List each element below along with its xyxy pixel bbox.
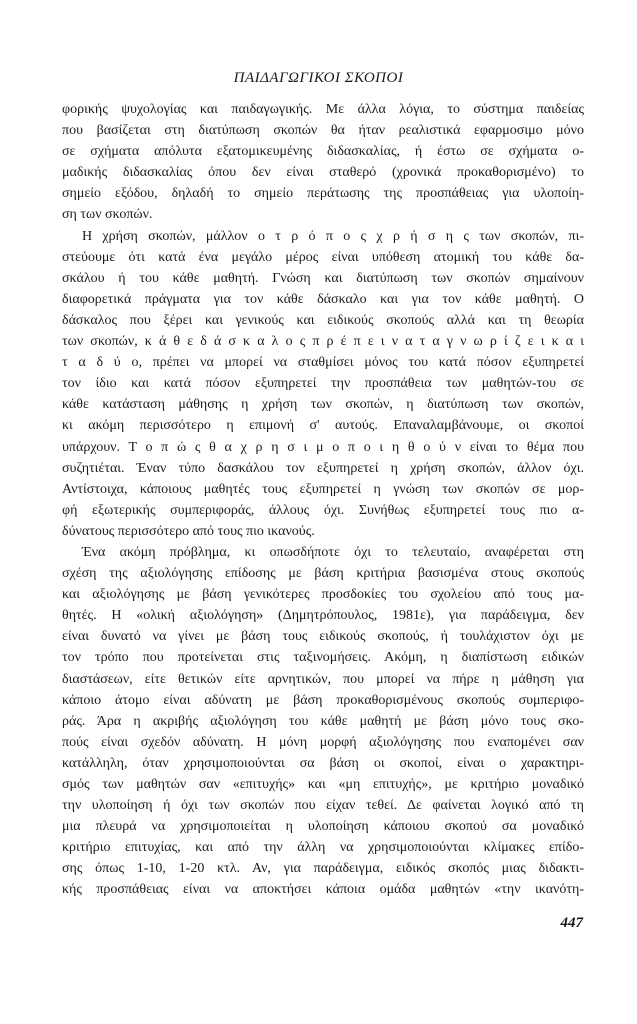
text-line: κι ακόμη περισσότερο η επιμονή σ' αυτούς. Επαναλαμβάνουμε, οι σκοποί bbox=[62, 418, 584, 434]
text-line: Η χρήση σκοπών, μάλλον ο τ ρ ό π ο ς χ ρ ή σ η ς των σκοπών, πι- bbox=[82, 228, 584, 244]
text-line: κατάλληλη, όταν χρησιμοποιούνται σα βάση οι σκοποί, είναι ο χαρακτηρι- bbox=[62, 755, 584, 771]
text-line: θητές. Η «ολική αξιολόγηση» (Δημητρόπουλος, 1981ε), για παράδειγμα, δεν bbox=[62, 608, 584, 624]
text-line: Ένα ακόμη πρόβλημα, κι οπωσδήποτε όχι το τελευταίο, αναφέρεται στη bbox=[82, 544, 584, 560]
text-line: ση των σκοπών. bbox=[62, 207, 153, 223]
text-line: είναι δυνατό να γίνει με βάση τους ειδικούς σκοπούς, ή τουλάχιστον όχι με bbox=[62, 629, 584, 645]
text-line: Αντίστοιχα, κάποιους μαθητές τους εξυπηρετεί η γνώση των σκοπών σε μορ- bbox=[62, 481, 584, 497]
text-line: κάποιο άτομο είναι αδύνατη με βάση προκαθορισμένους σκοπούς συμπεριφο- bbox=[62, 692, 584, 708]
text-line: δάσκαλος που ξέρει και γενικούς και ειδικούς σκοπούς αλλά και τη θεωρία bbox=[62, 312, 584, 328]
text-line: την υλοποίηση ή όχι των σκοπών που είχαν τεθεί. Δε φαίνεται λογικό από τη bbox=[62, 798, 584, 814]
text-line: που βασίζεται στη διατύπωση σκοπών θα ήταν ρεαλιστικά εφαρμοσιμο μόνο bbox=[62, 123, 584, 139]
text-line: σκάλου ή του κάθε μαθητή. Γνώση και διατύπωση των σκοπών σημαίνουν bbox=[62, 270, 584, 286]
text-line: φορικής ψυχολογίας και παιδαγωγικής. Με άλλα λόγια, το σύστημα παιδείας bbox=[62, 102, 584, 117]
text-line: υπάρχουν. Τ ο π ώ ς θ α χ ρ η σ ι μ ο π ο ι η θ ο ύ ν είναι το θέμα που bbox=[62, 439, 584, 455]
text-line: κής προσπάθειας είναι να αποκτήσει κάποια ομάδα μαθητών «την ικανότη- bbox=[62, 882, 584, 898]
text-line: σχέση της αξιολόγησης επίδοσης με βάση κριτήρια βασισμένα στους σκοπούς bbox=[62, 566, 584, 582]
text-line: σε σχήματα απόλυτα εξατομικευμένης διδασκαλίας, ή έστω σε σχήματα ο- bbox=[62, 144, 584, 160]
text-line: διαστάσεων, είτε θετικών είτε αρνητικών, που μπορεί να πήρε η μάθηση για bbox=[62, 671, 584, 687]
text-line: συζητιέται. Έναν τύπο δασκάλου τον εξυπηρετεί η χρήση σκοπών, άλλον όχι. bbox=[62, 460, 584, 476]
text-line: τον τρόπο που προτείνεται στις ταξινομήσεις. Ακόμη, η διαπίστωση ειδικών bbox=[62, 650, 584, 666]
text-line: μια πλευρά να χρησιμοποιείται η υλοποίηση κάποιου σκοπού σα μοναδικό bbox=[62, 819, 584, 835]
body-text bbox=[62, 99, 584, 901]
page-number: 447 bbox=[560, 915, 583, 931]
text-line: σης όπως 1-10, 1-20 κτλ. Αν, για παράδειγμα, ειδικός σκοπός μιας διδακτι- bbox=[62, 861, 584, 877]
text-line: των σκοπών, κ ά θ ε δ ά σ κ α λ ο ς π ρ έ π ε ι ν α τ α γ ν ω ρ ί ζ ε ι κ α ι bbox=[62, 334, 584, 350]
text-line: τ α δ ύ ο, πρέπει να μπορεί να σταθμίσει μόνος του κατά πόσον εξυπηρετεί bbox=[62, 355, 584, 371]
text-line: κριτήριο επιτυχίας, και από την άλλη να χρησιμοποιούνται κλίμακες επίδο- bbox=[62, 840, 584, 856]
text-line: φή εξωτερικής συμπεριφοράς, άλλους όχι. Συνήθως εξυπηρετεί τους πιο α- bbox=[62, 502, 584, 518]
text-line: μαδικής διδασκαλίας όπου δεν είναι σταθερό (χρονικά προκαθορισμένο) το bbox=[62, 165, 584, 181]
text-line: ράς. Άρα η ακριβής αξιολόγηση του κάθε μαθητή με βάση μόνο τους σκο- bbox=[62, 713, 584, 729]
text-line: πούς είναι σχεδόν αδύνατη. Η μόνη μορφή αξιολόγησης που εναπομένει σαν bbox=[62, 734, 584, 750]
text-line: κάθε κατάσταση μάθησης η χρήση των σκοπών, η διατύπωση των σκοπών, bbox=[62, 397, 584, 413]
text-line: στεύουμε ότι κατά ένα μεγάλο μέρος είναι υπόθεση ατομική του κάθε δα- bbox=[62, 249, 584, 265]
text-line: τον ίδιο και κατά πόσον εξυπηρετεί την προσπάθεια των μαθητών-του σε bbox=[62, 376, 584, 392]
text-line: δύνατους περισσότερο από τους πιο ικανούς. bbox=[62, 523, 315, 539]
text-line: σμός των μαθητών σαν «επιτυχής» και «μη επιτυχής», με κριτήριο μοναδικό bbox=[62, 777, 584, 792]
text-line: σημείο εξόδου, δηλαδή το σημείο περάτωσης της προσπάθειας για υλοποίη- bbox=[62, 186, 584, 202]
running-header: ΠΑΙΔΑΓΩΓΙΚΟΙ ΣΚΟΠΟΙ bbox=[233, 70, 404, 86]
text-line: και αξιολόγησης με βάση γενικότερες προσδοκίες του σχολείου από τους μα- bbox=[62, 587, 584, 603]
text-line: διαφορετικά πράγματα για τον κάθε δάσκαλο και για τον κάθε μαθητή. Ο bbox=[62, 291, 584, 307]
